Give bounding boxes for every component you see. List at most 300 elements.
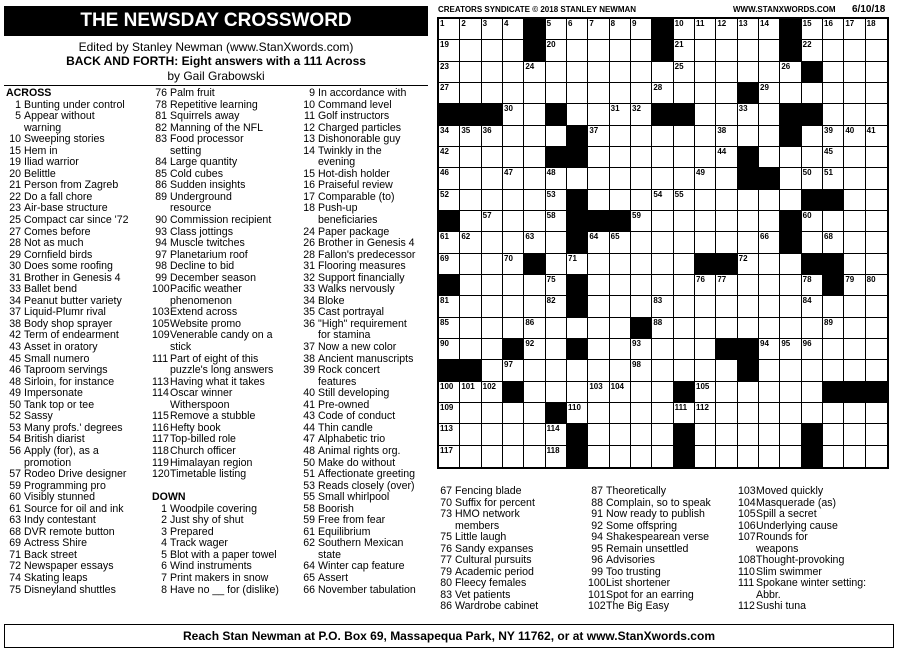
- grid-cell[interactable]: [716, 403, 737, 424]
- clue[interactable]: [300, 365, 434, 388]
- grid-cell[interactable]: [460, 190, 481, 211]
- grid-cell[interactable]: [610, 403, 631, 424]
- grid-cell[interactable]: [716, 190, 737, 211]
- grid-cell[interactable]: [738, 403, 759, 424]
- grid-cell[interactable]: [674, 19, 695, 40]
- grid-cell[interactable]: [695, 424, 716, 445]
- grid-cell[interactable]: [844, 211, 865, 232]
- grid-cell[interactable]: [482, 424, 503, 445]
- grid-cell[interactable]: [439, 254, 460, 275]
- grid-cell[interactable]: [780, 382, 801, 403]
- clue[interactable]: [6, 585, 154, 597]
- grid-cell[interactable]: [759, 403, 780, 424]
- grid-cell[interactable]: [439, 318, 460, 339]
- grid-cell[interactable]: [780, 147, 801, 168]
- grid-cell[interactable]: [482, 168, 503, 189]
- grid-cell[interactable]: [759, 360, 780, 381]
- grid-cell[interactable]: [823, 126, 844, 147]
- grid-cell[interactable]: [695, 19, 716, 40]
- grid-cell[interactable]: [482, 360, 503, 381]
- grid-cell[interactable]: [524, 296, 545, 317]
- grid-cell[interactable]: [695, 83, 716, 104]
- grid-cell[interactable]: [588, 40, 609, 61]
- grid-cell[interactable]: [546, 83, 567, 104]
- grid-cell[interactable]: [631, 360, 652, 381]
- grid-cell[interactable]: [610, 190, 631, 211]
- grid-cell[interactable]: [503, 19, 524, 40]
- grid-cell[interactable]: [652, 446, 673, 467]
- clue[interactable]: [437, 601, 587, 613]
- grid-cell[interactable]: [588, 190, 609, 211]
- grid-cell[interactable]: [610, 382, 631, 403]
- grid-cell[interactable]: [524, 318, 545, 339]
- clue[interactable]: [152, 354, 302, 377]
- grid-cell[interactable]: [503, 296, 524, 317]
- grid-cell[interactable]: [652, 232, 673, 253]
- grid-cell[interactable]: [802, 318, 823, 339]
- grid-cell[interactable]: [823, 19, 844, 40]
- grid-cell[interactable]: [780, 190, 801, 211]
- grid-cell[interactable]: [482, 382, 503, 403]
- grid-cell[interactable]: [503, 275, 524, 296]
- grid-cell[interactable]: [759, 147, 780, 168]
- grid-cell[interactable]: [823, 360, 844, 381]
- grid-cell[interactable]: [588, 360, 609, 381]
- grid-cell[interactable]: [631, 446, 652, 467]
- clue[interactable]: [300, 146, 434, 169]
- grid-cell[interactable]: [439, 126, 460, 147]
- grid-cell[interactable]: [524, 190, 545, 211]
- grid-cell[interactable]: [674, 339, 695, 360]
- grid-cell[interactable]: [866, 104, 887, 125]
- grid-cell[interactable]: [524, 62, 545, 83]
- grid-cell[interactable]: [546, 382, 567, 403]
- grid-cell[interactable]: [844, 40, 865, 61]
- grid-cell[interactable]: [823, 403, 844, 424]
- grid-cell[interactable]: [588, 19, 609, 40]
- grid-cell[interactable]: [567, 403, 588, 424]
- grid-cell[interactable]: [674, 275, 695, 296]
- grid-cell[interactable]: [695, 211, 716, 232]
- grid-cell[interactable]: [588, 104, 609, 125]
- grid-cell[interactable]: [610, 168, 631, 189]
- grid-cell[interactable]: [823, 232, 844, 253]
- clue[interactable]: [152, 284, 302, 307]
- grid-cell[interactable]: [738, 318, 759, 339]
- grid-cell[interactable]: [716, 360, 737, 381]
- grid-cell[interactable]: [652, 62, 673, 83]
- grid-cell[interactable]: [439, 19, 460, 40]
- grid-cell[interactable]: [652, 147, 673, 168]
- grid-cell[interactable]: [460, 446, 481, 467]
- grid-cell[interactable]: [503, 62, 524, 83]
- grid-cell[interactable]: [802, 19, 823, 40]
- grid-cell[interactable]: [844, 104, 865, 125]
- clue[interactable]: [300, 319, 434, 342]
- grid-cell[interactable]: [588, 296, 609, 317]
- grid-cell[interactable]: [844, 339, 865, 360]
- grid-cell[interactable]: [716, 147, 737, 168]
- grid-cell[interactable]: [866, 83, 887, 104]
- grid-cell[interactable]: [759, 62, 780, 83]
- grid-cell[interactable]: [546, 211, 567, 232]
- grid-cell[interactable]: [503, 168, 524, 189]
- grid-cell[interactable]: [588, 168, 609, 189]
- grid-cell[interactable]: [460, 83, 481, 104]
- grid-cell[interactable]: [546, 190, 567, 211]
- grid-cell[interactable]: [823, 104, 844, 125]
- grid-cell[interactable]: [866, 40, 887, 61]
- grid-cell[interactable]: [738, 382, 759, 403]
- grid-cell[interactable]: [780, 168, 801, 189]
- grid-cell[interactable]: [674, 403, 695, 424]
- grid-cell[interactable]: [866, 403, 887, 424]
- grid-cell[interactable]: [503, 446, 524, 467]
- grid-cell[interactable]: [610, 232, 631, 253]
- grid-cell[interactable]: [780, 296, 801, 317]
- grid-cell[interactable]: [439, 190, 460, 211]
- grid-cell[interactable]: [844, 19, 865, 40]
- grid-cell[interactable]: [503, 40, 524, 61]
- grid-cell[interactable]: [652, 296, 673, 317]
- grid-cell[interactable]: [844, 254, 865, 275]
- grid-cell[interactable]: [439, 296, 460, 317]
- grid-cell[interactable]: [695, 446, 716, 467]
- grid-cell[interactable]: [844, 360, 865, 381]
- grid-cell[interactable]: [802, 147, 823, 168]
- grid-cell[interactable]: [631, 168, 652, 189]
- grid-cell[interactable]: [780, 424, 801, 445]
- grid-cell[interactable]: [567, 360, 588, 381]
- grid-cell[interactable]: [759, 40, 780, 61]
- grid-cell[interactable]: [866, 19, 887, 40]
- grid-cell[interactable]: [503, 360, 524, 381]
- grid-cell[interactable]: [695, 232, 716, 253]
- clue[interactable]: [6, 111, 154, 134]
- grid-cell[interactable]: [652, 424, 673, 445]
- grid-cell[interactable]: [780, 275, 801, 296]
- grid-cell[interactable]: [610, 62, 631, 83]
- grid-cell[interactable]: [588, 403, 609, 424]
- grid-cell[interactable]: [759, 190, 780, 211]
- grid-cell[interactable]: [674, 62, 695, 83]
- grid-cell[interactable]: [652, 382, 673, 403]
- grid-cell[interactable]: [524, 275, 545, 296]
- grid-cell[interactable]: [482, 211, 503, 232]
- grid-cell[interactable]: [460, 147, 481, 168]
- grid-cell[interactable]: [588, 446, 609, 467]
- grid-cell[interactable]: [610, 275, 631, 296]
- grid-cell[interactable]: [738, 40, 759, 61]
- grid-cell[interactable]: [546, 126, 567, 147]
- grid-cell[interactable]: [780, 446, 801, 467]
- grid-cell[interactable]: [716, 168, 737, 189]
- grid-cell[interactable]: [482, 446, 503, 467]
- grid-cell[interactable]: [524, 232, 545, 253]
- grid-cell[interactable]: [546, 446, 567, 467]
- grid-cell[interactable]: [802, 40, 823, 61]
- grid-cell[interactable]: [866, 211, 887, 232]
- grid-cell[interactable]: [631, 424, 652, 445]
- grid-cell[interactable]: [866, 126, 887, 147]
- grid-cell[interactable]: [738, 446, 759, 467]
- grid-cell[interactable]: [631, 403, 652, 424]
- grid-cell[interactable]: [460, 403, 481, 424]
- grid-cell[interactable]: [610, 126, 631, 147]
- grid-cell[interactable]: [546, 424, 567, 445]
- grid-cell[interactable]: [695, 403, 716, 424]
- grid-cell[interactable]: [674, 318, 695, 339]
- grid-cell[interactable]: [503, 126, 524, 147]
- grid-cell[interactable]: [738, 62, 759, 83]
- grid-cell[interactable]: [759, 126, 780, 147]
- grid-cell[interactable]: [844, 424, 865, 445]
- grid-cell[interactable]: [460, 232, 481, 253]
- grid-cell[interactable]: [503, 403, 524, 424]
- grid-cell[interactable]: [802, 275, 823, 296]
- grid-cell[interactable]: [610, 360, 631, 381]
- grid-cell[interactable]: [866, 147, 887, 168]
- grid-cell[interactable]: [482, 62, 503, 83]
- grid-cell[interactable]: [738, 211, 759, 232]
- grid-cell[interactable]: [460, 19, 481, 40]
- grid-cell[interactable]: [652, 254, 673, 275]
- grid-cell[interactable]: [652, 126, 673, 147]
- grid-cell[interactable]: [482, 254, 503, 275]
- grid-cell[interactable]: [759, 446, 780, 467]
- grid-cell[interactable]: [631, 19, 652, 40]
- grid-cell[interactable]: [866, 296, 887, 317]
- grid-cell[interactable]: [780, 254, 801, 275]
- grid-cell[interactable]: [439, 403, 460, 424]
- grid-cell[interactable]: [674, 168, 695, 189]
- grid-cell[interactable]: [844, 403, 865, 424]
- grid-cell[interactable]: [716, 318, 737, 339]
- grid-cell[interactable]: [482, 232, 503, 253]
- grid-cell[interactable]: [546, 62, 567, 83]
- clue[interactable]: [738, 532, 896, 555]
- grid-cell[interactable]: [631, 190, 652, 211]
- grid-cell[interactable]: [695, 126, 716, 147]
- grid-cell[interactable]: [802, 382, 823, 403]
- grid-cell[interactable]: [823, 339, 844, 360]
- grid-cell[interactable]: [482, 296, 503, 317]
- grid-cell[interactable]: [631, 40, 652, 61]
- grid-cell[interactable]: [823, 424, 844, 445]
- grid-cell[interactable]: [759, 275, 780, 296]
- grid-cell[interactable]: [802, 339, 823, 360]
- grid-cell[interactable]: [503, 190, 524, 211]
- grid-cell[interactable]: [439, 62, 460, 83]
- grid-cell[interactable]: [524, 424, 545, 445]
- grid-cell[interactable]: [439, 83, 460, 104]
- grid-cell[interactable]: [866, 318, 887, 339]
- clue[interactable]: [152, 388, 302, 411]
- grid-cell[interactable]: [503, 104, 524, 125]
- grid-cell[interactable]: [802, 403, 823, 424]
- grid-cell[interactable]: [631, 104, 652, 125]
- grid-cell[interactable]: [866, 339, 887, 360]
- grid-cell[interactable]: [716, 446, 737, 467]
- grid-cell[interactable]: [866, 168, 887, 189]
- grid-cell[interactable]: [546, 232, 567, 253]
- grid-cell[interactable]: [631, 62, 652, 83]
- grid-cell[interactable]: [866, 360, 887, 381]
- grid-cell[interactable]: [695, 62, 716, 83]
- grid-cell[interactable]: [610, 446, 631, 467]
- grid-cell[interactable]: [439, 168, 460, 189]
- grid-cell[interactable]: [610, 83, 631, 104]
- grid-cell[interactable]: [844, 232, 865, 253]
- grid-cell[interactable]: [695, 40, 716, 61]
- clue[interactable]: [300, 585, 434, 597]
- grid-cell[interactable]: [631, 83, 652, 104]
- grid-cell[interactable]: [524, 104, 545, 125]
- grid-cell[interactable]: [460, 382, 481, 403]
- clue[interactable]: [437, 509, 587, 532]
- grid-cell[interactable]: [503, 318, 524, 339]
- grid-cell[interactable]: [567, 62, 588, 83]
- grid-cell[interactable]: [482, 318, 503, 339]
- grid-cell[interactable]: [482, 19, 503, 40]
- grid-cell[interactable]: [674, 147, 695, 168]
- grid-cell[interactable]: [780, 403, 801, 424]
- grid-cell[interactable]: [503, 147, 524, 168]
- grid-cell[interactable]: [588, 62, 609, 83]
- grid-cell[interactable]: [759, 83, 780, 104]
- grid-cell[interactable]: [759, 424, 780, 445]
- grid-cell[interactable]: [802, 211, 823, 232]
- grid-cell[interactable]: [716, 232, 737, 253]
- grid-cell[interactable]: [716, 104, 737, 125]
- grid-cell[interactable]: [695, 104, 716, 125]
- clue[interactable]: [300, 203, 434, 226]
- clue[interactable]: [588, 601, 738, 613]
- grid-cell[interactable]: [674, 232, 695, 253]
- grid-cell[interactable]: [567, 254, 588, 275]
- grid-cell[interactable]: [759, 254, 780, 275]
- grid-cell[interactable]: [759, 232, 780, 253]
- grid-cell[interactable]: [482, 339, 503, 360]
- grid-cell[interactable]: [716, 296, 737, 317]
- grid-cell[interactable]: [759, 19, 780, 40]
- grid-cell[interactable]: [844, 296, 865, 317]
- grid-cell[interactable]: [546, 360, 567, 381]
- grid-cell[interactable]: [546, 275, 567, 296]
- grid-cell[interactable]: [482, 83, 503, 104]
- grid-cell[interactable]: [460, 40, 481, 61]
- grid-cell[interactable]: [759, 339, 780, 360]
- grid-cell[interactable]: [524, 339, 545, 360]
- grid-cell[interactable]: [460, 62, 481, 83]
- grid-cell[interactable]: [503, 254, 524, 275]
- grid-cell[interactable]: [674, 211, 695, 232]
- grid-cell[interactable]: [439, 232, 460, 253]
- grid-cell[interactable]: [567, 168, 588, 189]
- grid-cell[interactable]: [631, 296, 652, 317]
- grid-cell[interactable]: [652, 190, 673, 211]
- grid-cell[interactable]: [546, 19, 567, 40]
- grid-cell[interactable]: [460, 254, 481, 275]
- grid-cell[interactable]: [460, 296, 481, 317]
- grid-cell[interactable]: [546, 254, 567, 275]
- grid-cell[interactable]: [738, 232, 759, 253]
- clue[interactable]: [152, 134, 302, 157]
- grid-cell[interactable]: [716, 83, 737, 104]
- grid-cell[interactable]: [610, 424, 631, 445]
- grid-cell[interactable]: [759, 318, 780, 339]
- grid-cell[interactable]: [567, 19, 588, 40]
- grid-cell[interactable]: [844, 62, 865, 83]
- grid-cell[interactable]: [695, 168, 716, 189]
- grid-cell[interactable]: [844, 318, 865, 339]
- clue[interactable]: [152, 330, 302, 353]
- clue[interactable]: [6, 446, 154, 469]
- grid-cell[interactable]: [695, 382, 716, 403]
- grid-cell[interactable]: [439, 147, 460, 168]
- grid-cell[interactable]: [460, 275, 481, 296]
- grid-cell[interactable]: [439, 424, 460, 445]
- grid-cell[interactable]: [524, 446, 545, 467]
- grid-cell[interactable]: [716, 19, 737, 40]
- clue[interactable]: [300, 538, 434, 561]
- grid-cell[interactable]: [524, 211, 545, 232]
- grid-cell[interactable]: [652, 339, 673, 360]
- grid-cell[interactable]: [823, 211, 844, 232]
- grid-cell[interactable]: [759, 382, 780, 403]
- grid-cell[interactable]: [823, 147, 844, 168]
- grid-cell[interactable]: [631, 275, 652, 296]
- grid-cell[interactable]: [674, 360, 695, 381]
- grid-cell[interactable]: [631, 147, 652, 168]
- grid-cell[interactable]: [695, 296, 716, 317]
- clue[interactable]: [152, 192, 302, 215]
- grid-cell[interactable]: [844, 147, 865, 168]
- grid-cell[interactable]: [546, 339, 567, 360]
- grid-cell[interactable]: [460, 168, 481, 189]
- grid-cell[interactable]: [738, 424, 759, 445]
- grid-cell[interactable]: [802, 360, 823, 381]
- grid-cell[interactable]: [546, 40, 567, 61]
- grid-cell[interactable]: [524, 147, 545, 168]
- grid-cell[interactable]: [482, 147, 503, 168]
- grid-cell[interactable]: [631, 339, 652, 360]
- grid-cell[interactable]: [866, 232, 887, 253]
- grid-cell[interactable]: [631, 126, 652, 147]
- grid-cell[interactable]: [823, 318, 844, 339]
- grid-cell[interactable]: [844, 126, 865, 147]
- grid-cell[interactable]: [610, 318, 631, 339]
- grid-cell[interactable]: [588, 382, 609, 403]
- clue[interactable]: [152, 585, 302, 597]
- grid-cell[interactable]: [802, 83, 823, 104]
- grid-cell[interactable]: [652, 168, 673, 189]
- grid-cell[interactable]: [610, 339, 631, 360]
- grid-cell[interactable]: [823, 40, 844, 61]
- grid-cell[interactable]: [738, 104, 759, 125]
- grid-cell[interactable]: [716, 424, 737, 445]
- grid-cell[interactable]: [482, 403, 503, 424]
- grid-cell[interactable]: [866, 446, 887, 467]
- grid-cell[interactable]: [567, 318, 588, 339]
- grid-cell[interactable]: [802, 296, 823, 317]
- crossword-grid[interactable]: [437, 17, 889, 469]
- grid-cell[interactable]: [738, 296, 759, 317]
- clue[interactable]: [152, 469, 302, 481]
- grid-cell[interactable]: [866, 62, 887, 83]
- grid-cell[interactable]: [546, 296, 567, 317]
- grid-cell[interactable]: [482, 275, 503, 296]
